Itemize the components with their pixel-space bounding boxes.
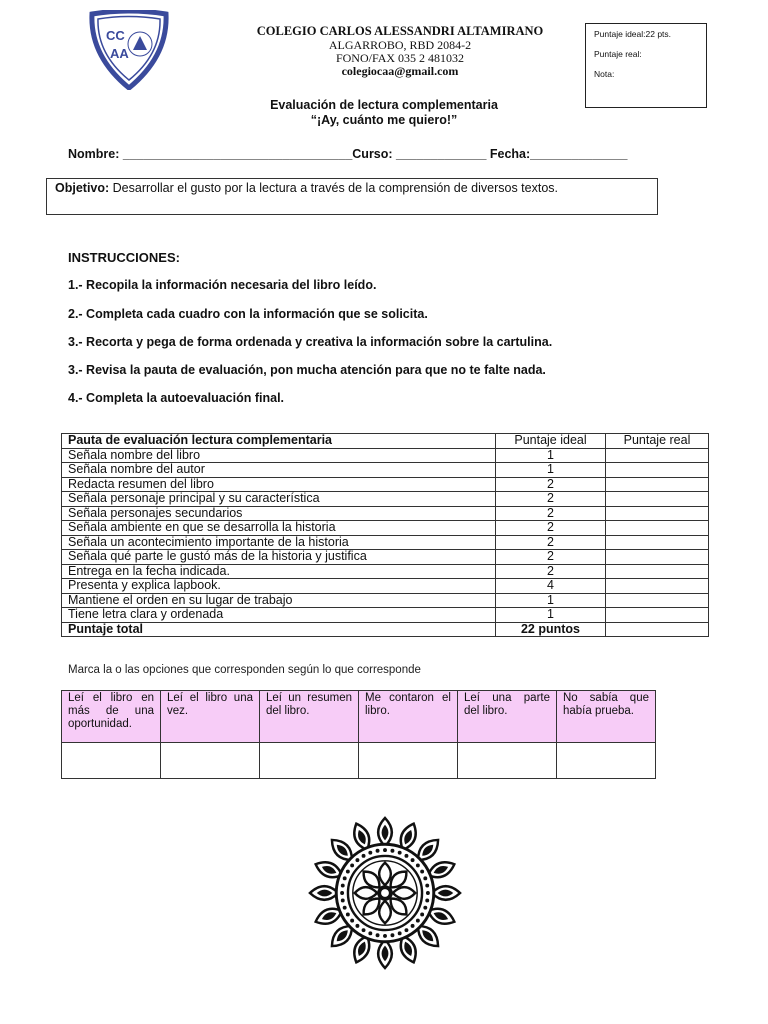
real-score-cell[interactable]: [606, 579, 709, 594]
rubric-row: [62, 463, 709, 478]
answer-cell[interactable]: [161, 743, 260, 779]
rubric-total-row: [62, 622, 709, 637]
rubric-row: [62, 492, 709, 507]
ideal-score-cell: 2: [496, 564, 606, 579]
real-score-cell[interactable]: [606, 593, 709, 608]
option-cell: Leí el libro en más de una oportunidad.: [62, 691, 161, 743]
answer-cell[interactable]: [458, 743, 557, 779]
criterion-cell: Señala qué parte le gustó más de la historia y justifica: [62, 550, 496, 565]
option-cell: Me contaron el libro.: [359, 691, 458, 743]
real-score-cell[interactable]: [606, 492, 709, 507]
ideal-score-label: Puntaje ideal:22 pts.: [594, 29, 672, 39]
real-score-cell[interactable]: [606, 608, 709, 623]
rubric-row: [62, 608, 709, 623]
real-score-cell[interactable]: [606, 521, 709, 536]
criterion-cell: Señala personajes secundarios: [62, 506, 496, 521]
instruction-item: 3.- Revisa la pauta de evaluación, pon mucha atención para que no te falte nada.: [68, 363, 546, 377]
ideal-score-cell: 2: [496, 492, 606, 507]
ideal-score-cell: 1: [496, 448, 606, 463]
criterion-cell: Mantiene el orden en su lugar de trabajo: [62, 593, 496, 608]
student-info-line[interactable]: Nombre: _________________________________Curso: _____________ Fecha:______________: [68, 147, 628, 161]
ideal-score-cell: 2: [496, 535, 606, 550]
real-score-cell[interactable]: [606, 506, 709, 521]
criterion-cell: Tiene letra clara y ordenada: [62, 608, 496, 623]
criterion-cell: Señala ambiente en que se desarrolla la historia: [62, 521, 496, 536]
ideal-score-cell: 1: [496, 463, 606, 478]
real-score-cell[interactable]: [606, 477, 709, 492]
rubric-row: [62, 448, 709, 463]
marking-instruction: Marca la o las opciones que corresponden según lo que corresponde: [68, 664, 421, 676]
document-title: Evaluación de lectura complementaria: [270, 98, 498, 112]
options-row: [62, 691, 656, 743]
school-name: COLEGIO CARLOS ALESSANDRI ALTAMIRANO: [256, 24, 544, 38]
option-cell: Leí un resumen del libro.: [260, 691, 359, 743]
real-score-cell[interactable]: [606, 448, 709, 463]
rubric-row: [62, 593, 709, 608]
ideal-score-cell: 1: [496, 608, 606, 623]
instruction-item: 3.- Recorta y pega de forma ordenada y creativa la información sobre la cartulina.: [68, 335, 553, 349]
option-cell: No sabía que había prueba.: [557, 691, 656, 743]
criterion-cell: Entrega en la fecha indicada.: [62, 564, 496, 579]
school-email: colegiocaa@gmail.com: [341, 64, 459, 78]
rubric-header-ideal: Puntaje ideal: [496, 434, 606, 449]
rubric-header-criterion: Pauta de evaluación lectura complementaria: [62, 434, 496, 449]
instruction-item: 2.- Completa cada cuadro con la información que se solicita.: [68, 307, 428, 321]
instructions-heading: INSTRUCCIONES:: [68, 250, 180, 265]
total-value: 22 puntos: [496, 622, 606, 637]
objective-label: Objetivo:: [55, 181, 110, 195]
total-real-cell[interactable]: [606, 622, 709, 637]
rubric-row: [62, 477, 709, 492]
book-title: “¡Ay, cuánto me quiero!”: [310, 113, 458, 127]
grade-label: Nota:: [594, 69, 615, 79]
criterion-cell: Redacta resumen del libro: [62, 477, 496, 492]
rubric-header-row: [62, 434, 709, 449]
criterion-cell: Señala personaje principal y su característica: [62, 492, 496, 507]
real-score-cell[interactable]: [606, 463, 709, 478]
answer-cell[interactable]: [359, 743, 458, 779]
mandala-icon: [307, 815, 463, 971]
instruction-item: 1.- Recopila la información necesaria del libro leído.: [68, 278, 377, 292]
real-score-cell[interactable]: [606, 535, 709, 550]
school-phone: FONO/FAX 035 2 481032: [335, 51, 465, 65]
option-cell: Leí el libro una vez.: [161, 691, 260, 743]
rubric-row: [62, 550, 709, 565]
option-cell: Leí una parte del libro.: [458, 691, 557, 743]
answer-cell[interactable]: [260, 743, 359, 779]
answer-cell[interactable]: [62, 743, 161, 779]
ideal-score-cell: 1: [496, 593, 606, 608]
ideal-score-cell: 2: [496, 550, 606, 565]
rubric-row: [62, 579, 709, 594]
score-box: [585, 23, 707, 108]
school-address: ALGARROBO, RBD 2084-2: [328, 38, 472, 52]
rubric-row: [62, 564, 709, 579]
rubric-row: [62, 521, 709, 536]
instruction-item: 4.- Completa la autoevaluación final.: [68, 391, 285, 405]
criterion-cell: Señala nombre del libro: [62, 448, 496, 463]
rubric-row: [62, 506, 709, 521]
svg-text:CCAA: CC AA: [106, 28, 129, 61]
answer-row: [62, 743, 656, 779]
ideal-score-cell: 2: [496, 506, 606, 521]
rubric-row: [62, 535, 709, 550]
real-score-cell[interactable]: [606, 564, 709, 579]
criterion-cell: Señala nombre del autor: [62, 463, 496, 478]
ideal-score-cell: 2: [496, 521, 606, 536]
self-assessment-table: [61, 690, 656, 779]
criterion-cell: Señala un acontecimiento importante de la historia: [62, 535, 496, 550]
ideal-score-cell: 4: [496, 579, 606, 594]
real-score-cell[interactable]: [606, 550, 709, 565]
rubric-table: [61, 433, 709, 637]
school-crest-logo: [86, 10, 172, 90]
objective-box: [46, 178, 658, 215]
real-score-label: Puntaje real:: [594, 49, 642, 59]
answer-cell[interactable]: [557, 743, 656, 779]
rubric-header-real: Puntaje real: [606, 434, 709, 449]
criterion-cell: Presenta y explica lapbook.: [62, 579, 496, 594]
objective-text: Desarrollar el gusto por la lectura a través de la comprensión de diversos textos.: [109, 181, 558, 195]
ideal-score-cell: 2: [496, 477, 606, 492]
total-label: Puntaje total: [62, 622, 496, 637]
